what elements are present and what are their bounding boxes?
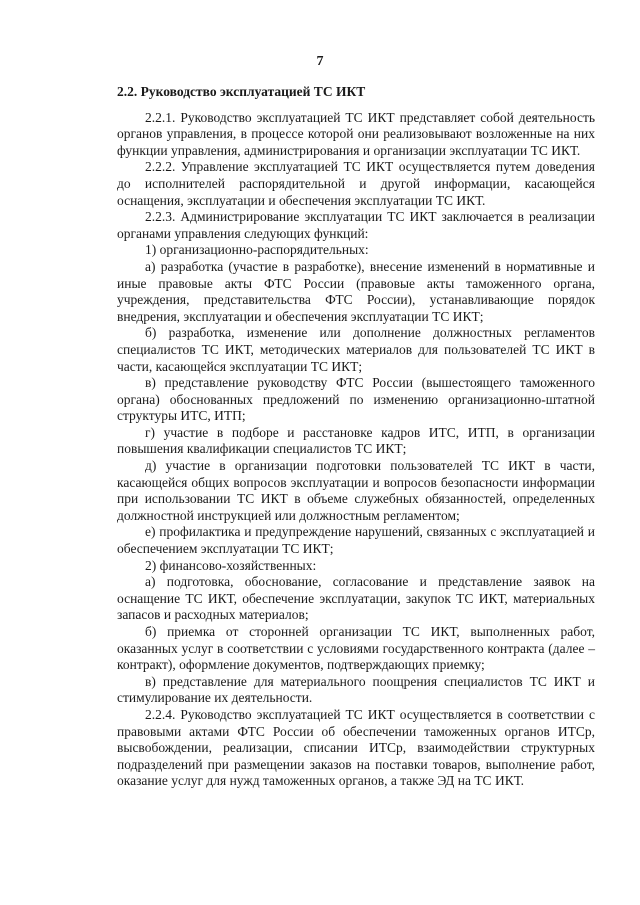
list-heading-organizational: 1) организационно-распорядительных: — [145, 242, 369, 258]
list-item-1e: е) профилактика и предупреждение нарушений, связанных с эксплуатацией и обеспечением эксплуатации ТС ИКТ; — [117, 524, 595, 557]
list-item-2a: а) подготовка, обоснование, согласование и представление заявок на оснащение ТС ИКТ, обеспечение эксплуатации, закупок ТС ИКТ, материальных запасов и расходных материалов; — [117, 574, 595, 623]
page-number: 7 — [316, 54, 324, 69]
text-body — [117, 84, 595, 790]
section-heading: 2.2. Руководство эксплуатацией ТС ИКТ — [117, 84, 366, 99]
list-item-1g: г) участие в подборе и расстановке кадров ИТС, ИТП, в организации повышения квалификации специалистов ТС ИКТ; — [117, 424, 595, 457]
list-item-1a: а) разработка (участие в разработке), внесение изменений в нормативные и иные правовые акты ФТС России (правовые акты таможенного органа, учреждения, представительства ФТС России), устанавливающие порядок внедрения, эксплуатации и обеспечения эксплуатации ТС ИКТ; — [117, 258, 595, 324]
paragraph-2-2-4: 2.2.4. Руководство эксплуатацией ТС ИКТ осуществляется в соответствии с правовыми актами ФТС России об обеспечении таможенных органов ИТСр, высвобождении, реализации, списании ИТСр, взаимодействии структурных подразделений при размещении заказов на поставки товаров, выполнение работ, оказание услуг для нужд таможенных органов, а также ЭД на ТС ИКТ. — [117, 706, 595, 789]
list-item-1v: в) представление руководству ФТС России (вышестоящего таможенного органа) обоснованных предложений по изменению организационно-штатной структуры ИТС, ИТП; — [117, 375, 595, 424]
paragraph-2-2-3: 2.2.3. Администрирование эксплуатации ТС ИКТ заключается в реализации органами управления следующих функций: — [117, 209, 595, 241]
list-item-1b: б) разработка, изменение или дополнение должностных регламентов специалистов ТС ИКТ, методических материалов для пользователей ТС ИКТ в части, касающейся эксплуатации ТС ИКТ; — [117, 325, 595, 374]
list-heading-financial: 2) финансово-хозяйственных: — [145, 557, 317, 573]
paragraph-2-2-2: 2.2.2. Управление эксплуатацией ТС ИКТ осуществляется путем доведения до исполнителей распорядительной и другой информации, касающейся оснащения, эксплуатации и обеспечения эксплуатации ТС ИКТ. — [117, 159, 595, 208]
paragraph-2-2-1: 2.2.1. Руководство эксплуатацией ТС ИКТ представляет собой деятельность органов управления, в процессе которой они реализовывают возложенные на них функции управления, администрирования и организации эксплуатации ТС ИКТ. — [117, 109, 595, 158]
list-item-2v: в) представление для материального поощрения специалистов ТС ИКТ и стимулирование их деятельности. — [117, 673, 595, 706]
list-item-2b: б) приемка от сторонней организации ТС ИКТ, выполненных работ, оказанных услуг в соответствии с условиями государственного контракта (далее – контракт), оформление документов, подтверждающих приемку; — [117, 624, 595, 673]
list-item-1d: д) участие в организации подготовки пользователей ТС ИКТ в части, касающейся общих вопросов эксплуатации и вопросов безопасности информации при использовании ТС ИКТ в объеме служебных обязанностей, определенных должностной инструкцией или должностным регламентом; — [117, 458, 595, 523]
